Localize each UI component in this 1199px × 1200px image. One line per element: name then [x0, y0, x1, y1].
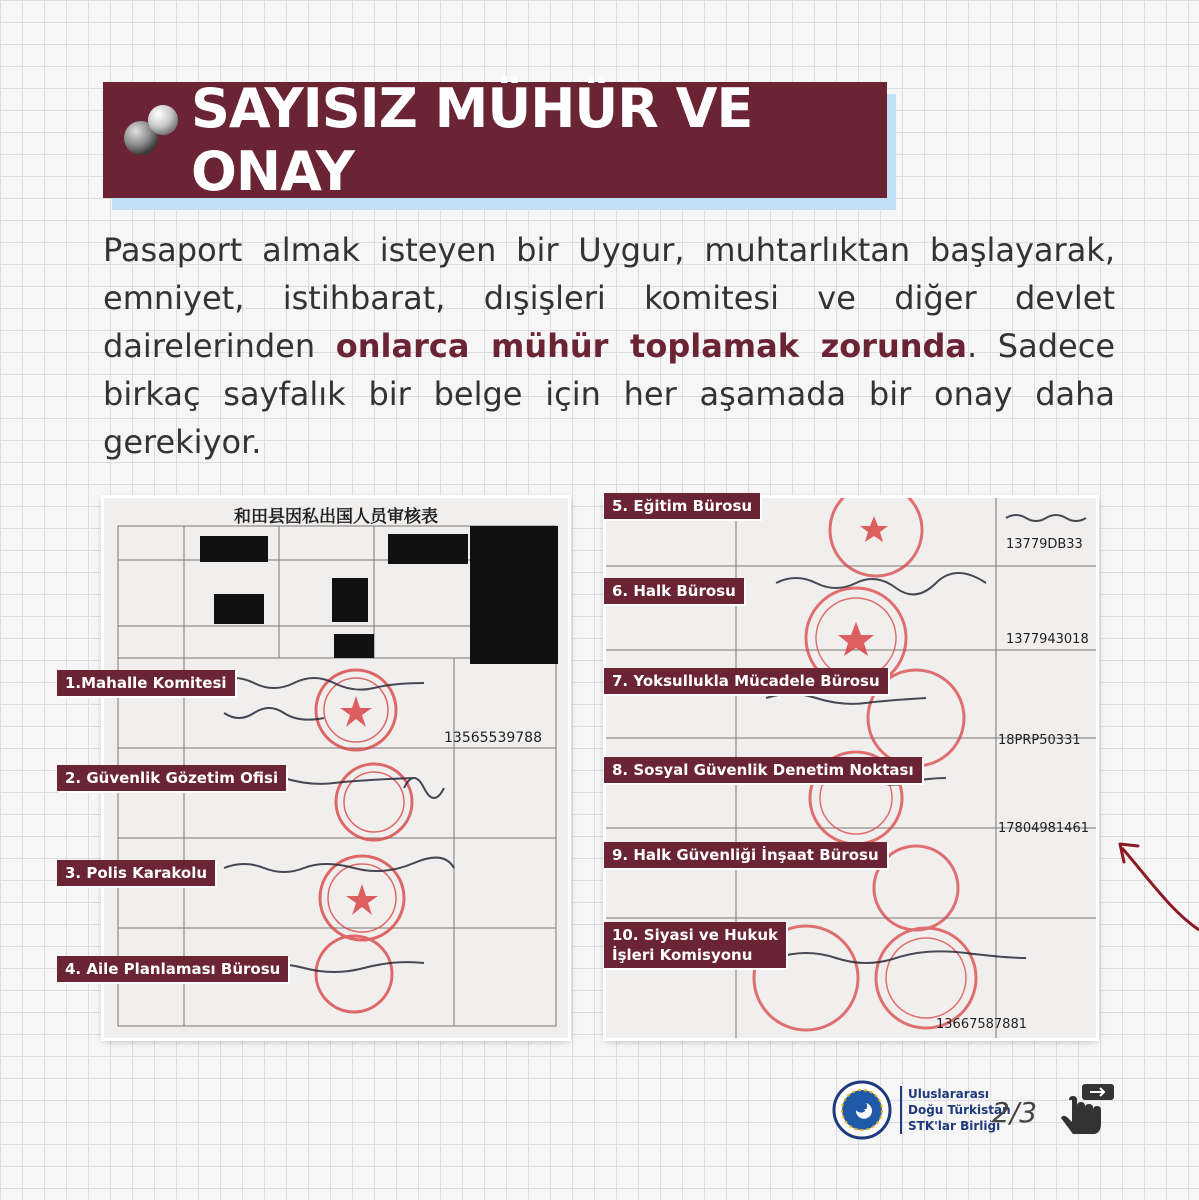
label-siyasi-ve-hukuk-isleri-komisyonu	[604, 922, 786, 968]
intro-text-end: . Sadece birkaç sayfalık bir belge için her aşamada bir onay daha gerekiyor.	[103, 327, 1116, 461]
org-line-2: Doğu Türkistan	[908, 1103, 1011, 1117]
organization-logo-icon	[832, 1080, 892, 1140]
phone-number-1: 13565539788	[444, 730, 542, 746]
swipe-hand-icon[interactable]	[1054, 1078, 1118, 1142]
page-title: SAYISIZ MÜHÜR VE ONAY	[191, 77, 753, 203]
label-halk-guvenligi-insaat-burosu: 9. Halk Güvenliği İnşaat Bürosu	[604, 842, 887, 868]
title-banner	[103, 77, 887, 203]
label-line-1: 10. Siyasi ve Hukuk	[612, 926, 778, 944]
label-sosyal-guvenlik-denetim-noktasi: 8. Sosyal Güvenlik Denetim Noktası	[604, 757, 922, 783]
intro-text-start: Pasaport almak isteyen bir Uygur, muhtarlıktan başlayarak, emniyet, istihbarat, dışişleri komitesi ve diğer devlet dairelerinden	[103, 231, 1115, 365]
label-mahalle-komitesi: 1.Mahalle Komitesi	[57, 670, 235, 696]
label-aile-planlamasi-burosu: 4. Aile Planlaması Bürosu	[57, 956, 288, 982]
phone-number-6: 13667587881	[936, 1017, 1027, 1032]
org-line-1: Uluslararası	[908, 1087, 990, 1101]
label-line-2: İşleri Komisyonu	[612, 946, 753, 964]
molecule-icon	[121, 102, 181, 158]
intro-paragraph	[103, 226, 1115, 466]
phone-number-4: 18PRP50331	[998, 733, 1081, 748]
label-polis-karakolu: 3. Polis Karakolu	[57, 860, 215, 886]
label-guvenlik-gozetim-ofisi: 2. Güvenlik Gözetim Ofisi	[57, 765, 286, 791]
phone-number-2: 13779DB33	[1006, 537, 1083, 552]
arrow-icon	[1110, 830, 1199, 940]
label-yoksullukla-mucadele-burosu: 7. Yoksullukla Mücadele Bürosu	[604, 668, 888, 694]
phone-number-3: 1377943018	[1006, 632, 1089, 647]
document-title: 和田县因私出国人员审核表	[234, 507, 438, 527]
label-halk-burosu: 6. Halk Bürosu	[604, 578, 744, 604]
intro-highlight: onlarca mühür toplamak zorunda	[335, 327, 968, 365]
phone-number-5: 17804981461	[998, 821, 1089, 836]
org-line-3: STK'lar Birliği	[908, 1119, 1001, 1133]
label-egitim-burosu: 5. Eğitim Bürosu	[604, 493, 760, 519]
page-indicator: 2/3	[992, 1096, 1038, 1129]
